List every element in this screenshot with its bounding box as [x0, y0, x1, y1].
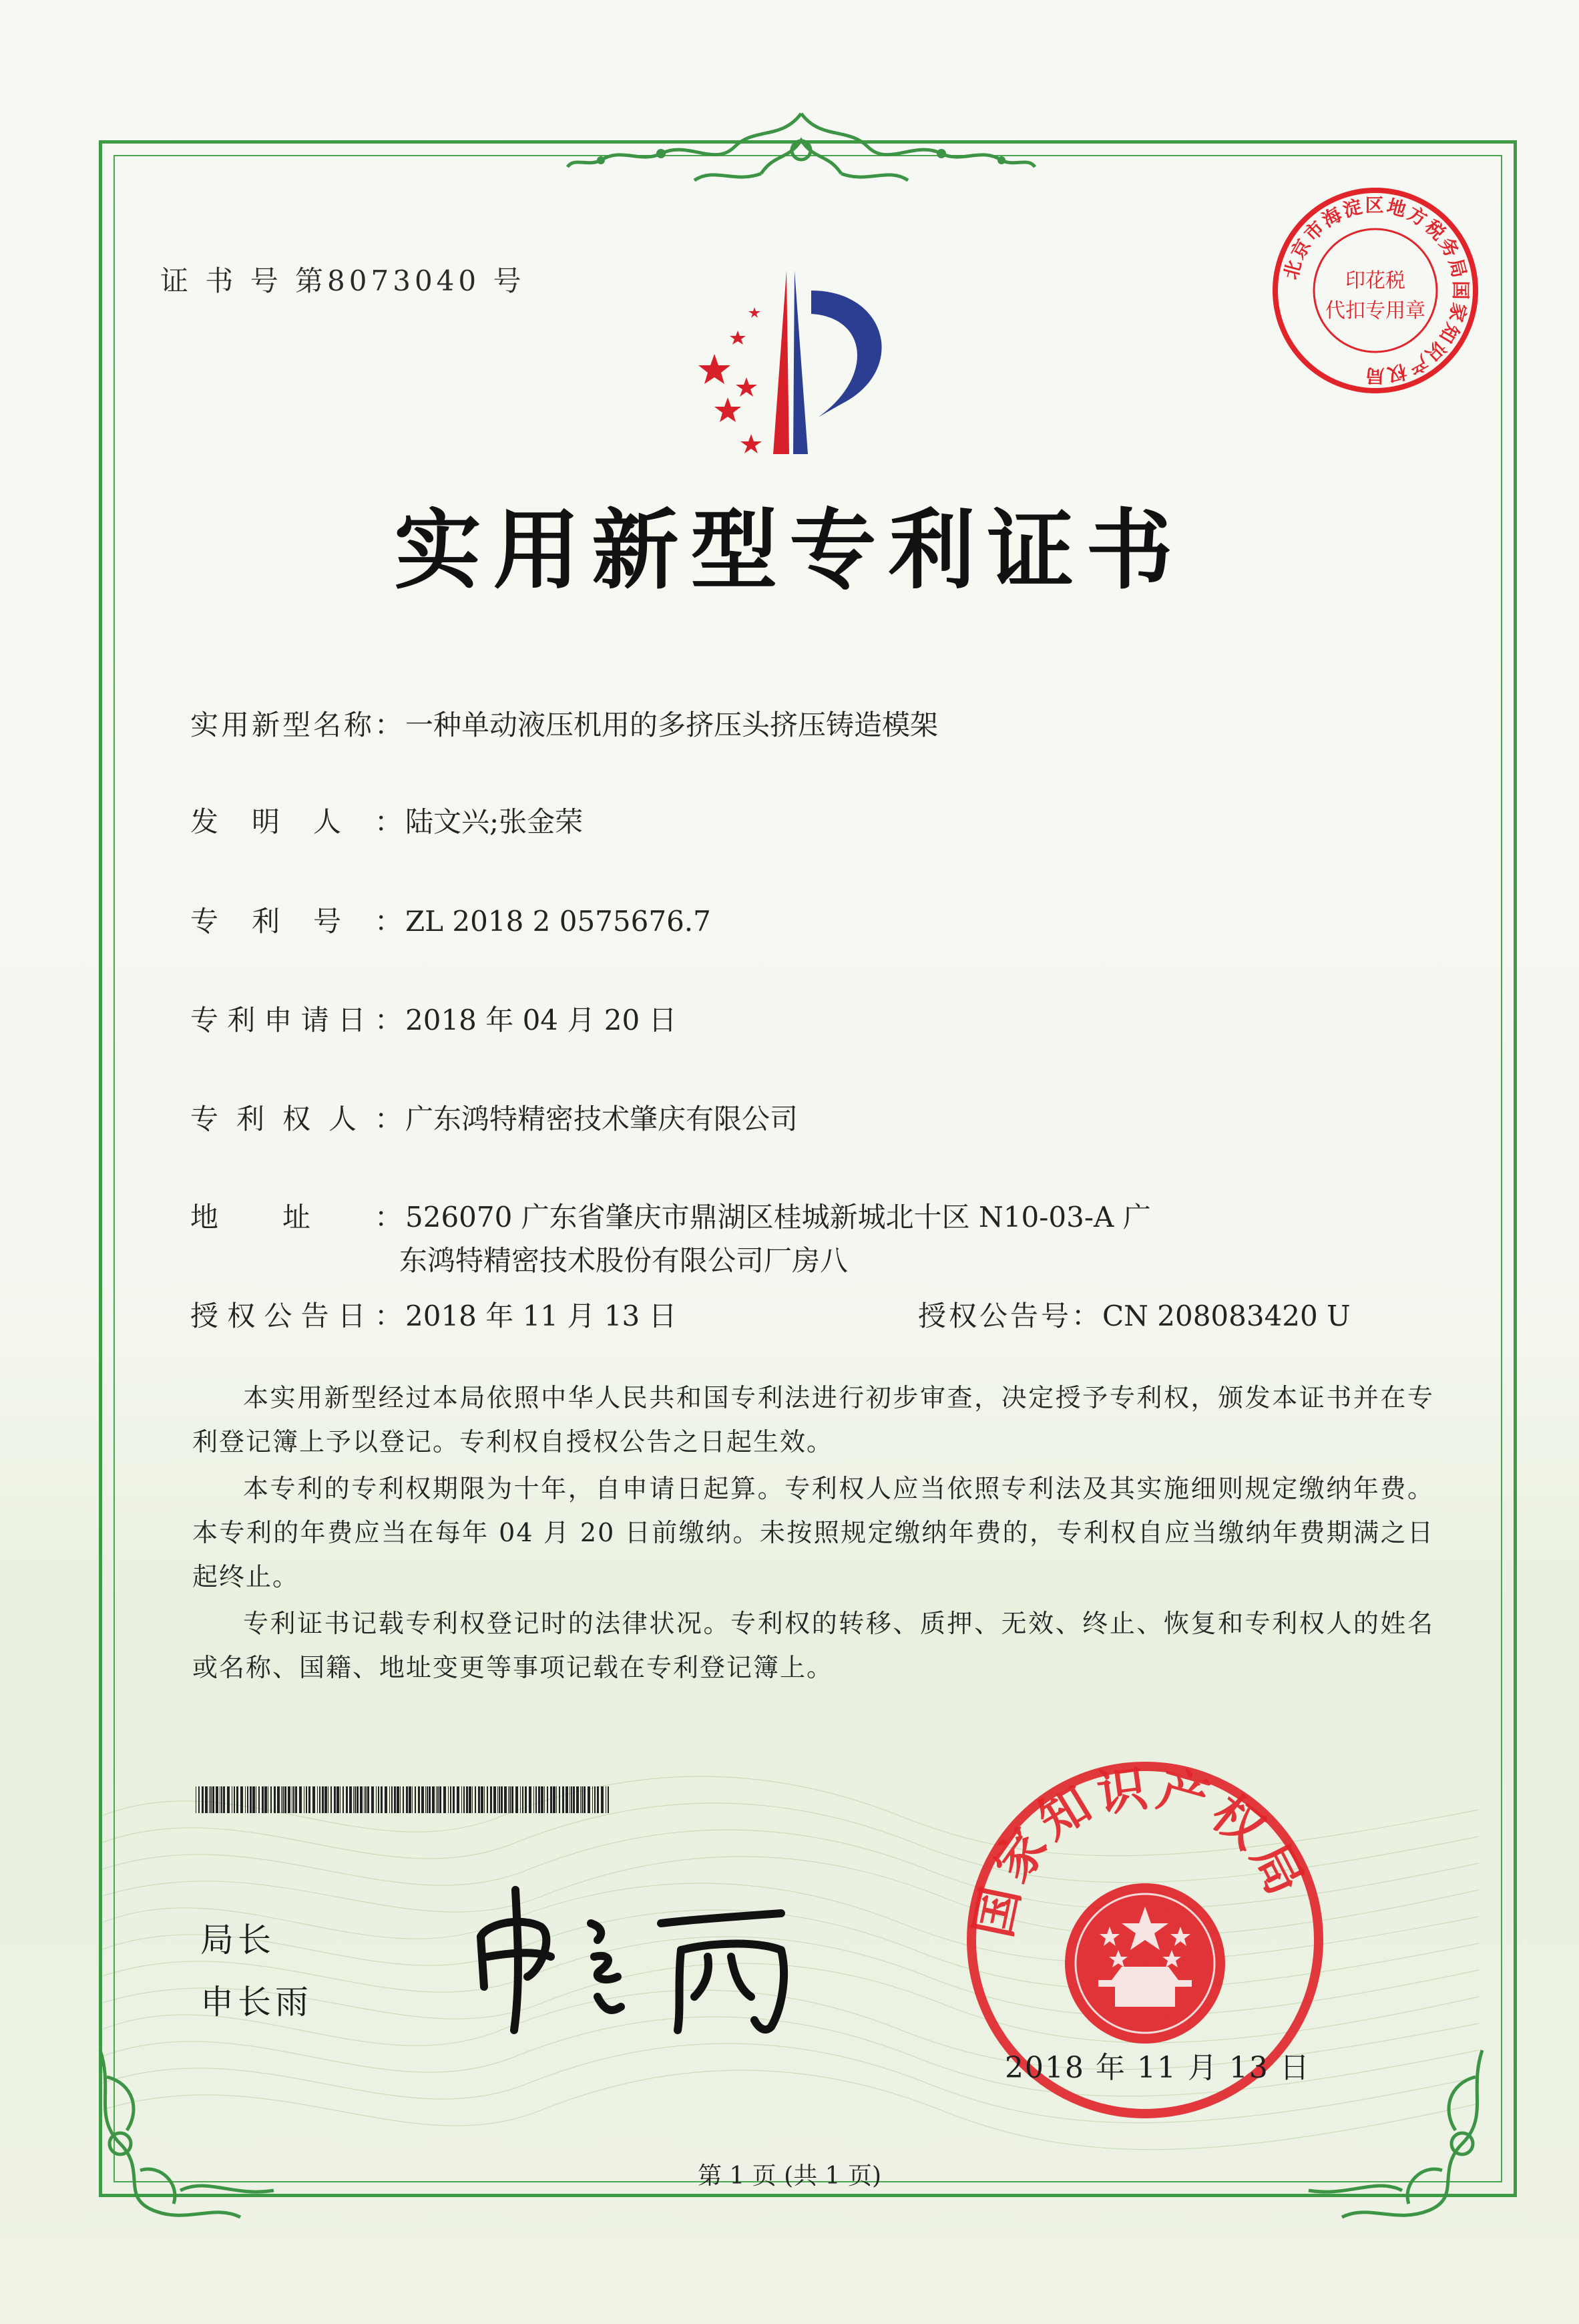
field-address-line2: 东鸿特精密技术股份有限公司厂房八 — [399, 1244, 849, 1277]
barcode-bar — [284, 1786, 286, 1813]
barcode-bar — [406, 1786, 408, 1813]
field-application-date — [190, 1002, 677, 1039]
barcode-bar — [415, 1786, 416, 1813]
barcode-bar — [340, 1786, 341, 1813]
barcode-bar — [553, 1786, 555, 1813]
cnipa-logo — [674, 264, 928, 464]
field-label: 专利权人： — [190, 1103, 405, 1135]
barcode-bar — [282, 1786, 284, 1813]
page-number: 第 1 页 (共 1 页) — [697, 2162, 882, 2190]
barcode-bar — [346, 1786, 348, 1813]
barcode-bar — [250, 1786, 252, 1813]
national-emblem — [1065, 1883, 1225, 2044]
barcode-bar — [299, 1786, 302, 1813]
barcode-bar — [547, 1786, 548, 1813]
barcode-bar — [205, 1786, 208, 1813]
barcode-bar — [493, 1786, 496, 1813]
logo-red-stroke — [773, 270, 789, 454]
barcode-bar — [400, 1786, 401, 1813]
barcode-bar — [576, 1786, 579, 1813]
barcode-bar — [425, 1786, 426, 1813]
barcode-bar — [397, 1786, 399, 1813]
barcode-bar — [371, 1786, 374, 1813]
field-value: 陆文兴;张金荣 — [405, 805, 584, 838]
barcode-bar — [601, 1786, 604, 1813]
barcode-bar — [357, 1786, 359, 1813]
barcode-bar — [236, 1786, 238, 1813]
barcode-bar — [448, 1786, 449, 1813]
barcode-bar — [330, 1786, 332, 1813]
field-value: ZL 2018 2 0575676.7 — [405, 905, 711, 938]
barcode-bar — [409, 1786, 411, 1813]
barcode-bar — [319, 1786, 320, 1813]
barcode-bar — [234, 1786, 235, 1813]
barcode-bar — [559, 1786, 560, 1813]
field-grant-number — [918, 1298, 1351, 1335]
barcode-bar — [508, 1786, 509, 1813]
tax-stamp-center-2: 代扣专用章 — [1325, 299, 1425, 323]
field-value: 广东鸿特精密技术肇庆有限公司 — [405, 1103, 799, 1135]
barcode-bar — [608, 1786, 609, 1813]
barcode-bar — [334, 1786, 336, 1813]
barcode-bar — [597, 1786, 599, 1813]
certificate-title: 实用新型专利证书 — [394, 499, 1185, 601]
field-patent-number — [190, 903, 711, 940]
barcode-bar — [544, 1786, 545, 1813]
director-signature — [467, 1877, 815, 2037]
field-inventor — [190, 803, 583, 841]
field-value: 2018 年 04 月 20 日 — [405, 1004, 677, 1036]
barcode-bar — [258, 1786, 260, 1813]
barcode-bar — [466, 1786, 468, 1813]
barcode-bar — [437, 1786, 439, 1813]
barcode-bar — [582, 1786, 583, 1813]
barcode-bar — [270, 1786, 272, 1813]
barcode-bar — [223, 1786, 225, 1813]
barcode-bar — [274, 1786, 276, 1813]
barcode-bar — [525, 1786, 527, 1813]
barcode-bar — [394, 1786, 396, 1813]
barcode-bar — [252, 1786, 255, 1813]
barcode-bar — [501, 1786, 503, 1813]
barcode-bar — [198, 1786, 200, 1813]
bottom-left-ornament — [80, 2037, 294, 2231]
barcode-bar — [580, 1786, 581, 1813]
cnipa-stamp-text: 国家知识产权局 — [964, 1758, 1317, 1943]
barcode-bar — [484, 1786, 485, 1813]
barcode-bar — [412, 1786, 413, 1813]
body-paragraph-3: 专利证书记载专利权登记时的法律状况。专利权的转移、质押、无效、终止、恢复和专利权人的姓名或名称、国籍、地址变更等事项记载在专利登记簿上。 — [192, 1609, 1434, 1682]
barcode-bar — [571, 1786, 572, 1813]
barcode-bar — [240, 1786, 243, 1813]
field-label: 专利申请日： — [190, 1004, 405, 1036]
barcode-bar — [504, 1786, 507, 1813]
barcode-bar — [343, 1786, 344, 1813]
barcode-bar — [450, 1786, 451, 1813]
barcode-bar — [367, 1786, 369, 1813]
barcode-bar — [535, 1786, 537, 1813]
tax-stamp-center-1: 印花税 — [1345, 269, 1405, 293]
director-title: 局长 — [200, 1921, 275, 1959]
barcode-bar — [588, 1786, 590, 1813]
barcode-bar — [317, 1786, 318, 1813]
barcode-bar — [566, 1786, 568, 1813]
barcode-bar — [481, 1786, 483, 1813]
barcode-bar — [472, 1786, 473, 1813]
barcode-bar — [538, 1786, 540, 1813]
barcode-bar — [293, 1786, 294, 1813]
barcode-bar — [562, 1786, 564, 1813]
barcode-bar — [497, 1786, 498, 1813]
barcode-bar — [308, 1786, 310, 1813]
field-utility-model-name — [190, 707, 938, 744]
barcode-bar — [324, 1786, 327, 1813]
barcode-bar — [264, 1786, 267, 1813]
barcode-bar — [511, 1786, 513, 1813]
barcode-bar — [281, 1786, 282, 1813]
logo-stars — [698, 307, 762, 453]
barcode-bar — [391, 1786, 393, 1813]
barcode-bar — [490, 1786, 492, 1813]
barcode-bar — [469, 1786, 471, 1813]
tax-stamp-ring-text: 北京市海淀区地方税务局国家知识产权局 — [1279, 194, 1472, 387]
barcode-bar — [360, 1786, 363, 1813]
barcode-bar — [378, 1786, 379, 1813]
barcode-bar — [541, 1786, 543, 1813]
field-label: 实用新型名称： — [190, 709, 406, 741]
barcode-bar — [364, 1786, 365, 1813]
field-label: 专利号： — [190, 905, 405, 938]
barcode-bar — [421, 1786, 424, 1813]
barcode-bar — [202, 1786, 204, 1813]
barcode-bar — [312, 1786, 315, 1813]
barcode-bar — [365, 1786, 367, 1813]
barcode-bar — [355, 1786, 356, 1813]
logo-blue-curve — [811, 290, 882, 417]
barcode-bar — [522, 1786, 523, 1813]
barcode-bar — [584, 1786, 586, 1813]
barcode-bar — [376, 1786, 377, 1813]
barcode-bar — [277, 1786, 280, 1813]
tax-stamp — [1265, 180, 1486, 401]
field-label: 授权公告号： — [918, 1300, 1103, 1332]
barcode-bar — [221, 1786, 222, 1813]
field-label: 授权公告日： — [190, 1300, 405, 1332]
barcode-bar — [209, 1786, 210, 1813]
body-paragraph-2: 本专利的专利权期限为十年，自申请日起算。专利权人应当依照专利法及其实施细则规定缴纳年费。本专利的年费应当在每年 04 月 20 日前缴纳。未按照规定缴纳年费的，专利权自应当缴纳年费期满之日起终止。 — [192, 1474, 1434, 1591]
barcode-bar — [461, 1786, 462, 1813]
barcode-bar — [295, 1786, 297, 1813]
barcode-bar — [212, 1786, 214, 1813]
barcode-bar — [556, 1786, 557, 1813]
barcode-bar — [353, 1786, 354, 1813]
barcode-bar — [216, 1786, 218, 1813]
top-ornament — [561, 100, 1042, 194]
field-value: 一种单动液压机用的多挤压头挤压铸造模架 — [405, 709, 939, 741]
barcode-bar — [487, 1786, 488, 1813]
field-value: 526070 广东省肇庆市鼎湖区桂城新城北十区 N10-03-A 广 — [405, 1201, 1151, 1233]
certificate-number: 证 书 号 第8073040 号 — [160, 264, 525, 297]
barcode-bar — [349, 1786, 352, 1813]
barcode-bar — [247, 1786, 248, 1813]
barcode-bar — [594, 1786, 596, 1813]
barcode-bar — [427, 1786, 428, 1813]
body-paragraph-1: 本实用新型经过本局依照中华人民共和国专利法进行初步审查，决定授予专利权，颁发本证书并在专利登记簿上予以登记。专利权自授权公告之日起生效。 — [192, 1383, 1434, 1457]
barcode-bar — [509, 1786, 511, 1813]
issue-date: 2018 年 11 月 13 日 — [1005, 2051, 1311, 2085]
barcode-bar — [453, 1786, 455, 1813]
barcode-bar — [475, 1786, 476, 1813]
barcode-bar — [418, 1786, 420, 1813]
barcode-bar — [550, 1786, 552, 1813]
field-value: CN 208083420 U — [1102, 1300, 1351, 1332]
barcode-bar — [381, 1786, 383, 1813]
barcode-bar — [533, 1786, 534, 1813]
barcode-bar — [520, 1786, 521, 1813]
barcode-bar — [403, 1786, 404, 1813]
barcode-bar — [288, 1786, 290, 1813]
director-name: 申长雨 — [200, 1983, 312, 2021]
barcode-bar — [429, 1786, 431, 1813]
barcode-bar — [443, 1786, 446, 1813]
barcode — [196, 1786, 610, 1813]
certificate-body — [192, 1376, 1434, 1692]
barcode-bar — [499, 1786, 500, 1813]
barcode-bar — [478, 1786, 480, 1813]
field-patentee — [190, 1101, 798, 1138]
barcode-bar — [529, 1786, 531, 1813]
barcode-bar — [245, 1786, 246, 1813]
field-label: 发明人： — [190, 805, 405, 838]
barcode-bar — [306, 1786, 307, 1813]
barcode-bar — [210, 1786, 212, 1813]
barcode-bar — [322, 1786, 324, 1813]
barcode-bar — [463, 1786, 465, 1813]
field-value: 2018 年 11 月 13 日 — [405, 1300, 677, 1332]
barcode-bar — [515, 1786, 518, 1813]
barcode-bar — [385, 1786, 387, 1813]
field-address — [190, 1199, 1151, 1236]
barcode-bar — [436, 1786, 437, 1813]
barcode-bar — [592, 1786, 593, 1813]
barcode-bar — [573, 1786, 575, 1813]
barcode-bar — [389, 1786, 390, 1813]
barcode-bar — [336, 1786, 339, 1813]
logo-blue-stroke — [793, 270, 808, 454]
field-grant-date — [190, 1298, 677, 1335]
barcode-bar — [227, 1786, 230, 1813]
barcode-bar — [432, 1786, 435, 1813]
barcode-bar — [439, 1786, 441, 1813]
field-label: 地址： — [190, 1201, 405, 1233]
barcode-bar — [262, 1786, 264, 1813]
barcode-bar — [457, 1786, 459, 1813]
